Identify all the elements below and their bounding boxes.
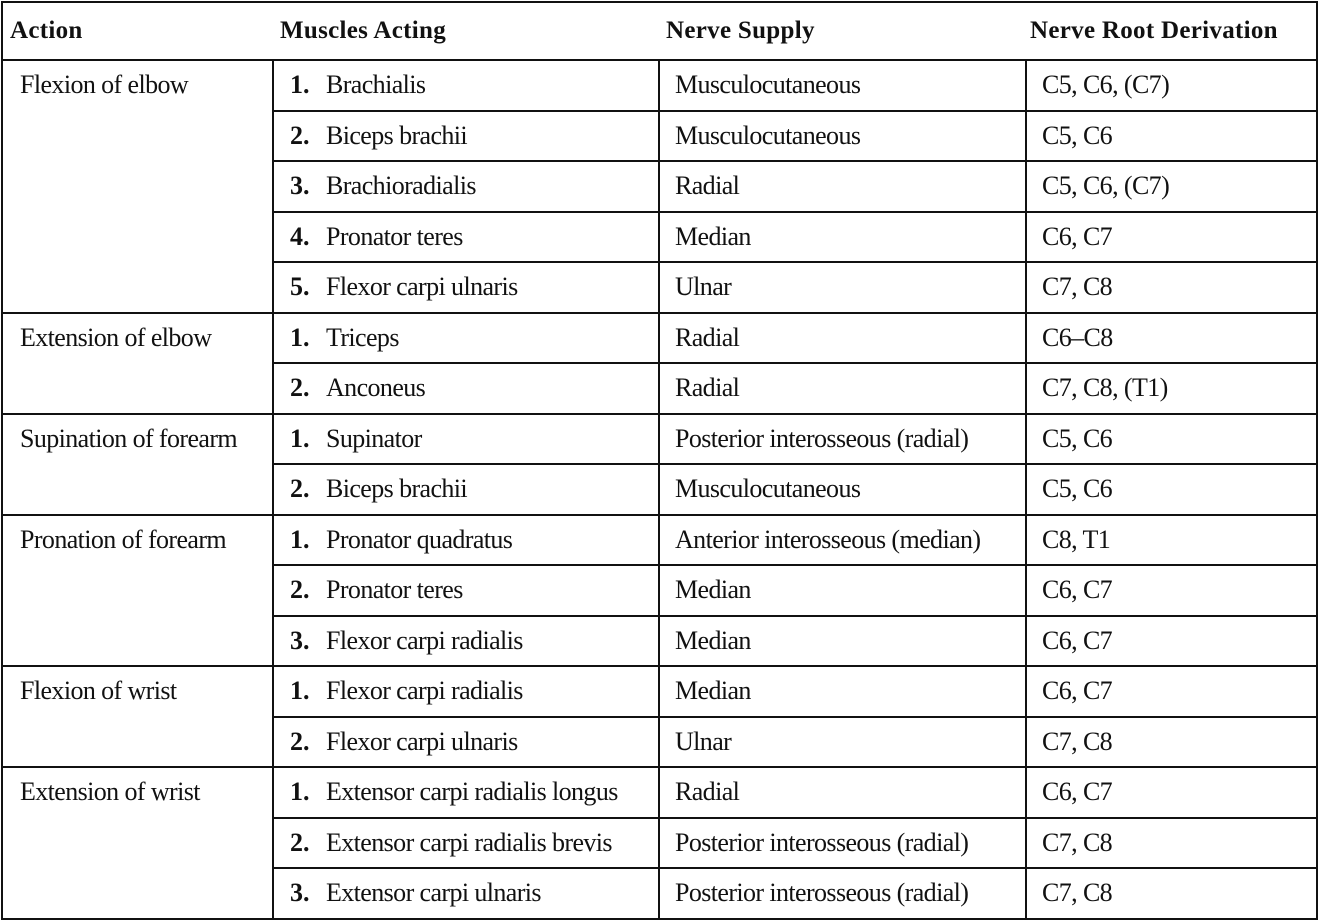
nerve-root-cell: C7, C8 [1026,717,1317,768]
muscle-cell [273,262,659,313]
muscle-number: 2. [290,373,310,403]
nerve-supply-cell: Ulnar [659,262,1026,313]
muscle-cell [273,616,659,667]
table-body [2,60,1317,919]
header-nerve-supply: Nerve Supply [659,2,1026,60]
nerve-supply-cell: Median [659,616,1026,667]
muscle-name: Flexor carpi ulnaris [326,272,518,302]
header-action: Action [2,2,273,60]
muscle-number: 3. [290,171,310,201]
muscle-cell [273,212,659,263]
muscle-name: Extensor carpi radialis brevis [326,827,612,857]
nerve-root-cell: C5, C6, (C7) [1026,161,1317,212]
nerve-root-cell: C7, C8, (T1) [1026,363,1317,414]
nerve-supply-cell: Radial [659,313,1026,364]
muscle-name: Pronator quadratus [326,524,513,554]
nerve-supply-cell: Ulnar [659,717,1026,768]
nerve-root-cell: C8, T1 [1026,515,1317,566]
nerve-root-cell: C6, C7 [1026,565,1317,616]
table-row [2,666,1317,717]
muscle-cell [273,414,659,465]
muscle-name: Triceps [326,322,399,352]
muscle-cell [273,464,659,515]
muscle-number: 1. [290,423,310,453]
nerve-root-cell: C6, C7 [1026,616,1317,667]
nerve-supply-cell: Median [659,565,1026,616]
muscle-number: 1. [290,70,310,100]
muscle-number: 1. [290,777,310,807]
nerve-root-cell: C6, C7 [1026,212,1317,263]
muscle-cell [273,60,659,111]
action-cell: Flexion of elbow [2,60,273,313]
muscle-name: Pronator teres [326,221,463,251]
muscle-name: Flexor carpi ulnaris [326,726,518,756]
nerve-root-cell: C7, C8 [1026,818,1317,869]
nerve-root-cell: C7, C8 [1026,262,1317,313]
table-row [2,313,1317,364]
muscle-name: Extensor carpi radialis longus [326,777,618,807]
nerve-supply-cell: Anterior interosseous (median) [659,515,1026,566]
muscle-number: 4. [290,221,310,251]
muscle-number: 1. [290,524,310,554]
nerve-root-cell: C5, C6 [1026,414,1317,465]
muscle-name: Supinator [326,423,422,453]
muscle-action-table [1,1,1318,920]
muscle-cell [273,666,659,717]
nerve-supply-cell: Radial [659,363,1026,414]
muscle-cell [273,313,659,364]
table-row [2,767,1317,818]
nerve-supply-cell: Posterior interosseous (radial) [659,818,1026,869]
nerve-supply-cell: Musculocutaneous [659,464,1026,515]
action-cell: Supination of forearm [2,414,273,515]
muscle-cell [273,717,659,768]
action-cell: Pronation of forearm [2,515,273,667]
muscle-name: Anconeus [326,373,426,403]
action-cell: Flexion of wrist [2,666,273,767]
nerve-supply-cell: Posterior interosseous (radial) [659,414,1026,465]
muscle-number: 2. [290,575,310,605]
muscle-number: 2. [290,120,310,150]
muscle-name: Flexor carpi radialis [326,676,523,706]
nerve-supply-cell: Median [659,212,1026,263]
muscle-number: 1. [290,676,310,706]
muscle-name: Extensor carpi ulnaris [326,878,541,908]
table-header [2,2,1317,60]
action-cell: Extension of wrist [2,767,273,919]
nerve-root-cell: C5, C6 [1026,464,1317,515]
muscle-cell [273,111,659,162]
nerve-supply-cell: Median [659,666,1026,717]
muscle-name: Brachioradialis [326,171,476,201]
muscle-number: 1. [290,322,310,352]
nerve-supply-cell: Radial [659,767,1026,818]
table-row [2,414,1317,465]
nerve-supply-cell: Musculocutaneous [659,60,1026,111]
nerve-supply-cell: Posterior interosseous (radial) [659,868,1026,919]
nerve-root-cell: C5, C6, (C7) [1026,60,1317,111]
muscle-name: Pronator teres [326,575,463,605]
muscle-cell [273,565,659,616]
nerve-supply-cell: Musculocutaneous [659,111,1026,162]
nerve-root-cell: C6, C7 [1026,666,1317,717]
muscle-number: 3. [290,625,310,655]
muscle-cell [273,868,659,919]
nerve-root-cell: C7, C8 [1026,868,1317,919]
muscle-name: Flexor carpi radialis [326,625,523,655]
action-cell: Extension of elbow [2,313,273,414]
muscle-name: Brachialis [326,70,426,100]
muscle-number: 2. [290,827,310,857]
muscle-cell [273,767,659,818]
nerve-root-cell: C6–C8 [1026,313,1317,364]
muscle-cell [273,818,659,869]
muscle-cell [273,515,659,566]
table-row [2,515,1317,566]
muscle-number: 5. [290,272,310,302]
header-nerve-root-derivation: Nerve Root Derivation [1026,2,1317,60]
nerve-root-cell: C6, C7 [1026,767,1317,818]
nerve-supply-cell: Radial [659,161,1026,212]
header-row [2,2,1317,60]
table-row [2,60,1317,111]
muscle-number: 2. [290,726,310,756]
nerve-root-cell: C5, C6 [1026,111,1317,162]
header-muscles-acting: Muscles Acting [273,2,659,60]
muscle-number: 3. [290,878,310,908]
muscle-number: 2. [290,474,310,504]
muscle-name: Biceps brachii [326,120,468,150]
muscle-cell [273,161,659,212]
muscle-cell [273,363,659,414]
muscle-name: Biceps brachii [326,474,468,504]
